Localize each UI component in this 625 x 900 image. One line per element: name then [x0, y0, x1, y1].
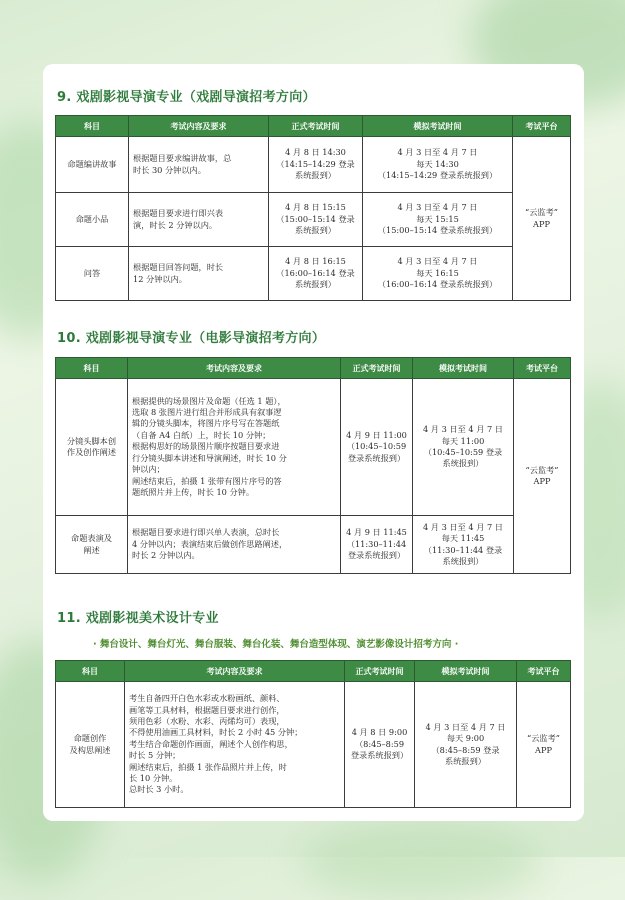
section-10-table	[55, 357, 571, 574]
table-row	[56, 516, 571, 574]
formal-time-cell: 4 月 8 日 16:15 （16:00–16:14 登录 系统报到）	[269, 247, 363, 301]
header-subject: 科目	[56, 661, 125, 682]
table-row	[56, 682, 571, 808]
header-formal-time: 正式考试时间	[269, 116, 363, 137]
header-content: 考试内容及要求	[129, 116, 269, 137]
subject-cell: 问答	[56, 247, 129, 301]
table-row	[56, 247, 571, 301]
content-cell: 根据题目回答问题，时长 12 分钟以内。	[129, 247, 269, 301]
content-cell: 根据题目要求进行即兴表 演，时长 2 分钟以内。	[129, 193, 269, 247]
content-cell: 考生自备四开白色水彩或水粉画纸、颜料、 画笔等工具材料，根据题目要求进行创作， 须用色彩（水粉、水彩、丙烯均可）表现， 不得使用油画工具材料，时长 2 小时 45 分钟； 考生结合命题创作画面，阐述个人创作构思， 时长 5 分钟； 阐述结束后，拍摄 1 张作品照片并上传，时 长 10 分钟。 总时长 3 小时。	[125, 682, 345, 808]
platform-cell: “云监考” APP	[517, 682, 571, 808]
table-row	[56, 193, 571, 247]
mock-time-cell: 4 月 3 日至 4 月 7 日 每天 16:15 （16:00–16:14 登录系统报到）	[363, 247, 513, 301]
section-11-table	[55, 660, 571, 808]
header-content: 考试内容及要求	[125, 661, 345, 682]
subject-cell: 分镜头脚本创 作及创作阐述	[56, 379, 128, 516]
mock-time-cell: 4 月 3 日至 4 月 7 日 每天 15:15 （15:00–15:14 登录系统报到）	[363, 193, 513, 247]
content-cell: 根据提供的场景图片及命题（任选 1 题）， 选取 8 张图片进行组合并形成具有叙事逻 辑的分镜头脚本，将图片序号写在答题纸 （自备 A4 白纸）上，时长 10 分钟； 根据构思好的场景图片顺序按题目要求进 行分镜头脚本讲述和导演阐述，时长 10 分 钟以内； 阐述结束后，拍摄 1 张带有图片序号的答 题纸照片并上传，时长 10 分钟。	[128, 379, 341, 516]
header-content: 考试内容及要求	[128, 358, 341, 379]
header-subject: 科目	[56, 358, 128, 379]
subject-cell: 命题表演及 阐述	[56, 516, 128, 574]
content-cell: 根据题目要求编讲故事，总 时长 30 分钟以内。	[129, 137, 269, 193]
header-formal-time: 正式考试时间	[345, 661, 415, 682]
mock-time-cell: 4 月 3 日至 4 月 7 日 每天 11:00 （10:45–10:59 登录 系统报到）	[413, 379, 514, 516]
platform-cell: “云监考” APP	[513, 137, 571, 301]
formal-time-cell: 4 月 9 日 11:45 （11:30–11:44 登录系统报到）	[341, 516, 413, 574]
mock-time-cell: 4 月 3 日至 4 月 7 日 每天 14:30 （14:15–14:29 登录系统报到）	[363, 137, 513, 193]
mock-time-cell: 4 月 3 日至 4 月 7 日 每天 11:45 （11:30–11:44 登录 系统报到）	[413, 516, 514, 574]
content-cell: 根据题目要求进行即兴单人表演，总时长 4 分钟以内；表演结束后做创作思路阐述， 时长 2 分钟以内。	[128, 516, 341, 574]
subject-cell: 命题创作 及构思阐述	[56, 682, 125, 808]
header-mock-time: 模拟考试时间	[413, 358, 514, 379]
mock-time-cell: 4 月 3 日至 4 月 7 日 每天 9:00 （8:45–8:59 登录 系统报到）	[415, 682, 517, 808]
formal-time-cell: 4 月 8 日 9:00 （8:45–8:59 登录系统报到）	[345, 682, 415, 808]
formal-time-cell: 4 月 9 日 11:00 （10:45–10:59 登录系统报到）	[341, 379, 413, 516]
header-platform: 考试平台	[514, 358, 571, 379]
header-mock-time: 模拟考试时间	[363, 116, 513, 137]
table-header-row	[56, 116, 571, 137]
section-9-title: 9. 戏剧影视导演专业（戏剧导演招考方向）	[57, 90, 316, 105]
section-11-title: 11. 戏剧影视美术设计专业	[57, 611, 219, 626]
table-row	[56, 379, 571, 516]
formal-time-cell: 4 月 8 日 14:30 （14:15–14:29 登录 系统报到）	[269, 137, 363, 193]
header-subject: 科目	[56, 116, 129, 137]
header-mock-time: 模拟考试时间	[415, 661, 517, 682]
section-9-table	[55, 115, 571, 301]
table-header-row	[56, 661, 571, 682]
header-formal-time: 正式考试时间	[341, 358, 413, 379]
platform-cell: “云监考” APP	[514, 379, 571, 574]
header-platform: 考试平台	[517, 661, 571, 682]
table-header-row	[56, 358, 571, 379]
header-platform: 考试平台	[513, 116, 571, 137]
section-10-title: 10. 戏剧影视导演专业（电影导演招考方向）	[57, 331, 326, 346]
subject-cell: 命题编讲故事	[56, 137, 129, 193]
table-row	[56, 137, 571, 193]
formal-time-cell: 4 月 8 日 15:15 （15:00–15:14 登录 系统报到）	[269, 193, 363, 247]
subject-cell: 命题小品	[56, 193, 129, 247]
section-11-subtitle: · 舞台设计、舞台灯光、舞台服装、舞台化装、舞台造型体现、演艺影像设计招考方向 ·	[93, 639, 459, 650]
